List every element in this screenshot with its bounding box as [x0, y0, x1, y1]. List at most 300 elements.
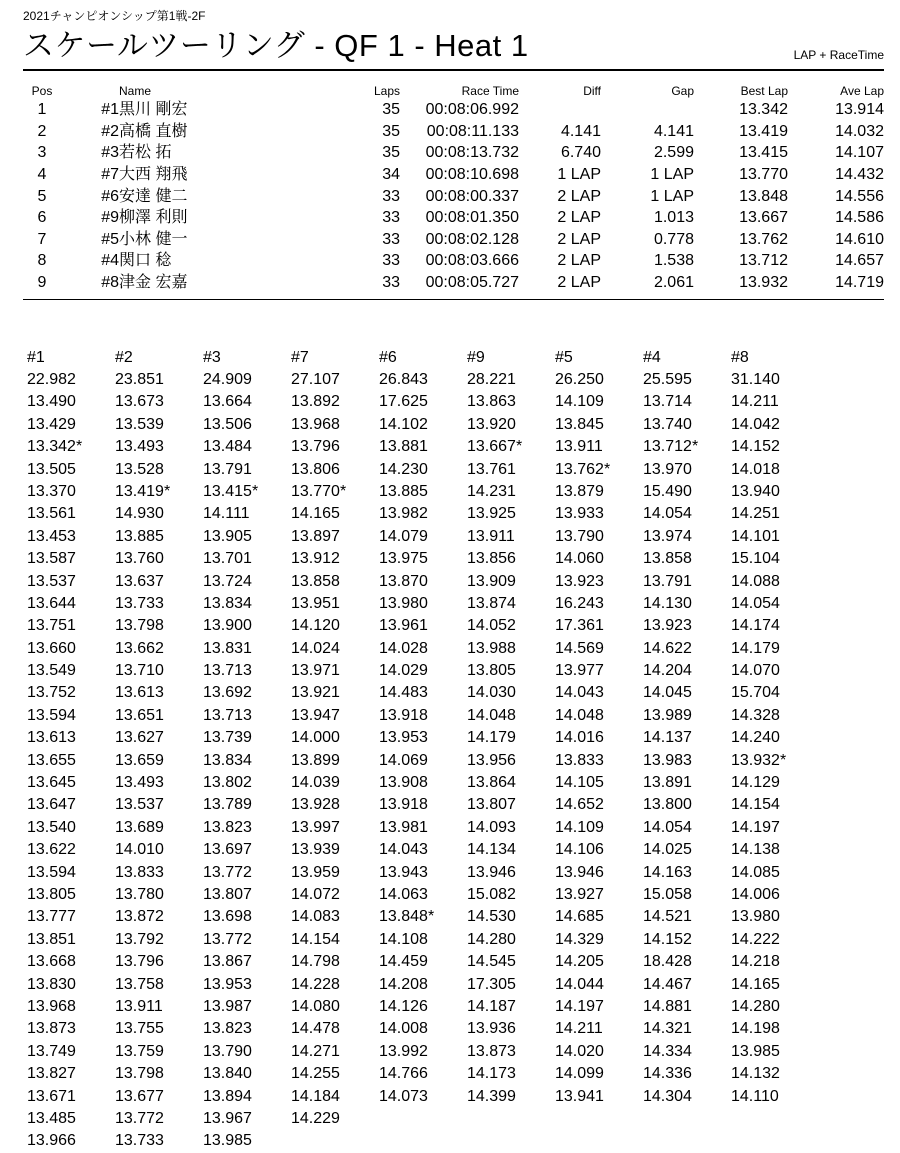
lap-time: 13.713 — [203, 706, 252, 724]
lap-column — [115, 347, 203, 1153]
results-row — [23, 121, 884, 143]
lap-time: 14.569 — [555, 639, 604, 657]
lap-time: 14.622 — [643, 639, 692, 657]
lap-time: 13.752 — [27, 684, 76, 702]
lap-time: 25.595 — [643, 371, 692, 388]
lap-time: 14.231 — [467, 482, 516, 500]
lap-time: 13.873 — [467, 1042, 516, 1060]
lap-time: 14.222 — [731, 930, 780, 948]
lap-time: 13.493 — [115, 774, 164, 792]
col-num — [61, 82, 119, 99]
lap-time: 13.613 — [115, 684, 164, 702]
lap-time: 13.805 — [27, 885, 76, 903]
lap-column-car: #2 — [115, 349, 133, 366]
cell-gap: 0.778 — [653, 230, 694, 248]
lap-time: 13.985 — [203, 1132, 252, 1150]
lap-column-car: #4 — [643, 349, 661, 366]
lap-time: 14.130 — [643, 594, 692, 612]
lap-time: 13.953 — [379, 729, 428, 747]
lap-time: 13.627 — [115, 729, 164, 747]
col-name: Name — [119, 83, 152, 98]
lap-time: 15.104 — [731, 550, 780, 568]
lap-time: 13.713 — [203, 662, 252, 680]
lap-time: 14.088 — [731, 572, 780, 590]
lap-time: 13.997 — [291, 818, 340, 836]
lap-time: 13.892 — [291, 393, 340, 411]
lap-time: 13.974 — [643, 527, 692, 545]
lap-time: 13.923 — [643, 617, 692, 635]
lap-time: 14.208 — [379, 975, 428, 993]
lap-time: 13.429 — [27, 415, 76, 433]
lap-time: 13.537 — [115, 796, 164, 814]
cell-ave: 14.556 — [835, 187, 884, 205]
cell-name: 大西 翔飛 — [119, 166, 188, 184]
lap-time: 13.827 — [27, 1065, 76, 1083]
lap-time: 14.459 — [379, 953, 428, 971]
lap-time: 13.740 — [643, 415, 692, 433]
lap-time: 13.845 — [555, 415, 604, 433]
lap-time: 13.881 — [379, 438, 428, 456]
lap-column-car: #7 — [291, 349, 309, 366]
lap-time: 15.082 — [467, 885, 516, 903]
lap-time: 14.179 — [731, 639, 780, 657]
lap-column — [203, 347, 291, 1153]
cell-best: 13.342 — [739, 101, 788, 119]
lap-time: 14.399 — [467, 1087, 516, 1105]
lap-time: 13.651 — [115, 706, 164, 724]
cell-num: #6 — [101, 187, 119, 205]
lap-time: 13.909 — [467, 572, 516, 590]
lap-time: 13.987 — [203, 997, 252, 1015]
lap-time: 13.505 — [27, 460, 76, 478]
lap-time: 13.453 — [27, 527, 76, 545]
cell-diff: 4.141 — [560, 122, 601, 140]
lap-time: 13.671 — [27, 1087, 76, 1105]
lap-time: 13.925 — [467, 505, 516, 523]
results-row — [23, 185, 884, 207]
lap-time: 14.530 — [467, 908, 516, 926]
lap-time: 13.805 — [467, 662, 516, 680]
lap-time: 13.823 — [203, 1020, 252, 1038]
lap-time: 13.943 — [379, 863, 428, 881]
cell-name: 柳澤 利則 — [119, 209, 188, 227]
lap-time: 13.733 — [115, 594, 164, 612]
cell-num: #9 — [101, 209, 119, 227]
lap-time: 13.668 — [27, 953, 76, 971]
lap-time: 13.830 — [27, 975, 76, 993]
lap-time: 13.911 — [555, 438, 603, 456]
cell-num: #7 — [101, 166, 119, 184]
cell-time: 00:08:05.727 — [425, 274, 519, 292]
lap-time: 13.587 — [27, 550, 76, 568]
lap-time: 13.342* — [27, 438, 83, 456]
lap-time: 14.467 — [643, 975, 692, 993]
lap-time: 14.204 — [643, 662, 692, 680]
lap-times-grid — [27, 347, 819, 1153]
lap-time: 13.791 — [643, 572, 692, 590]
col-diff: Diff — [583, 83, 601, 98]
lap-time: 13.537 — [27, 572, 76, 590]
lap-time: 14.048 — [467, 706, 516, 724]
lap-time: 18.428 — [643, 953, 692, 971]
lap-time: 14.016 — [555, 729, 604, 747]
cell-diff: 2 LAP — [557, 209, 601, 227]
lap-time: 13.905 — [203, 527, 252, 545]
lap-time: 13.647 — [27, 796, 76, 814]
lap-column-car: #1 — [27, 349, 45, 366]
cell-gap: 2.061 — [653, 274, 694, 292]
lap-time: 13.484 — [203, 438, 252, 456]
lap-time: 13.761 — [467, 460, 516, 478]
lap-time: 13.897 — [291, 527, 340, 545]
lap-time: 13.528 — [115, 460, 164, 478]
lap-time: 13.806 — [291, 460, 340, 478]
results-row — [23, 250, 884, 272]
cell-best: 13.712 — [739, 252, 788, 270]
lap-time: 14.120 — [291, 617, 340, 635]
lap-time: 13.885 — [379, 482, 428, 500]
lap-time: 13.710 — [115, 662, 164, 680]
lap-time: 14.205 — [555, 953, 604, 971]
lap-time: 14.093 — [467, 818, 516, 836]
lap-time: 31.140 — [731, 371, 780, 388]
lap-time: 13.946 — [555, 863, 604, 881]
cell-pos: 9 — [37, 274, 47, 292]
cell-time: 00:08:03.666 — [425, 252, 519, 270]
cell-num: #8 — [101, 274, 119, 292]
lap-time: 13.911 — [467, 527, 515, 545]
lap-time: 13.891 — [643, 774, 692, 792]
lap-time: 13.749 — [27, 1042, 76, 1060]
lap-column-car: #6 — [379, 349, 397, 366]
lap-time: 13.873 — [27, 1020, 76, 1038]
lap-time: 13.894 — [203, 1087, 252, 1105]
lap-time: 13.951 — [291, 594, 340, 612]
lap-time: 13.956 — [467, 751, 516, 769]
lap-time: 13.980 — [379, 594, 428, 612]
col-race-time: Race Time — [461, 83, 519, 98]
lap-time: 13.807 — [467, 796, 516, 814]
lap-time: 13.594 — [27, 706, 76, 724]
cell-best: 13.770 — [739, 166, 788, 184]
cell-time: 00:08:02.128 — [425, 230, 519, 248]
lap-time: 13.790 — [203, 1042, 252, 1060]
lap-time: 14.174 — [731, 617, 780, 635]
lap-time: 14.052 — [467, 617, 516, 635]
cell-laps: 35 — [382, 122, 400, 140]
lap-time: 14.063 — [379, 885, 428, 903]
cell-ave: 14.610 — [835, 230, 884, 248]
lap-time: 13.724 — [203, 572, 252, 590]
lap-time: 13.968 — [291, 415, 340, 433]
lap-time: 14.008 — [379, 1020, 428, 1038]
lap-time: 13.867 — [203, 953, 252, 971]
cell-time: 00:08:00.337 — [425, 187, 519, 205]
lap-time: 13.689 — [115, 818, 164, 836]
lap-time: 13.928 — [291, 796, 340, 814]
cell-ave: 13.914 — [835, 101, 884, 119]
lap-time: 13.798 — [115, 617, 164, 635]
lap-time: 14.545 — [467, 953, 516, 971]
lap-time: 13.772 — [115, 1109, 164, 1127]
cell-gap: 2.599 — [653, 144, 694, 162]
lap-time: 13.594 — [27, 863, 76, 881]
lap-time: 14.085 — [731, 863, 780, 881]
lap-time: 13.981 — [379, 818, 428, 836]
lap-time: 24.909 — [203, 371, 252, 388]
lap-time: 14.069 — [379, 751, 428, 769]
cell-pos: 5 — [37, 187, 47, 205]
lap-time: 13.613 — [27, 729, 76, 747]
cell-diff: 2 LAP — [557, 230, 601, 248]
lap-time: 13.645 — [27, 774, 76, 792]
lap-time: 14.211 — [731, 393, 779, 411]
cell-best: 13.932 — [739, 274, 788, 292]
lap-time: 13.831 — [203, 639, 252, 657]
lap-time: 14.652 — [555, 796, 604, 814]
lap-time: 14.930 — [115, 505, 164, 523]
lap-time: 13.823 — [203, 818, 252, 836]
cell-name: 小林 健一 — [119, 230, 188, 248]
cell-pos: 7 — [37, 230, 47, 248]
lap-time: 14.106 — [555, 841, 604, 859]
lap-column-car: #9 — [467, 349, 485, 366]
lap-time: 14.039 — [291, 774, 340, 792]
lap-time: 14.044 — [555, 975, 604, 993]
lap-time: 13.790 — [555, 527, 604, 545]
lap-time: 26.843 — [379, 371, 428, 388]
lap-time: 13.918 — [379, 706, 428, 724]
lap-time: 13.968 — [27, 997, 76, 1015]
lap-time: 13.655 — [27, 751, 76, 769]
col-laps: Laps — [373, 83, 400, 98]
lap-time: 13.947 — [291, 706, 340, 724]
lap-time: 13.946 — [467, 863, 516, 881]
lap-time: 14.024 — [291, 639, 340, 657]
lap-time: 14.329 — [555, 930, 604, 948]
cell-time: 00:08:11.133 — [426, 122, 519, 140]
cell-name: 高橋 直樹 — [119, 122, 188, 140]
lap-time: 13.539 — [115, 415, 164, 433]
lap-column-car: #8 — [731, 349, 749, 366]
cell-laps: 35 — [382, 144, 400, 162]
results-row — [23, 207, 884, 229]
lap-time: 14.211 — [555, 1020, 603, 1038]
lap-time: 14.126 — [379, 997, 428, 1015]
cell-diff: 2 LAP — [557, 274, 601, 292]
lap-time: 13.802 — [203, 774, 252, 792]
lap-time: 13.370 — [27, 482, 76, 500]
lap-time: 14.280 — [467, 930, 516, 948]
col-best-lap: Best Lap — [740, 83, 788, 98]
lap-time: 14.251 — [731, 505, 780, 523]
lap-time: 14.109 — [555, 393, 604, 411]
lap-time: 13.485 — [27, 1109, 76, 1127]
lap-time: 13.789 — [203, 796, 252, 814]
lap-time: 13.490 — [27, 393, 76, 411]
lap-column-car: #3 — [203, 349, 221, 366]
lap-time: 14.018 — [731, 460, 780, 478]
lap-column — [291, 347, 379, 1153]
lap-time: 13.733 — [115, 1132, 164, 1150]
lap-time: 13.660 — [27, 639, 76, 657]
lap-time: 17.305 — [467, 975, 516, 993]
lap-time: 17.361 — [555, 617, 604, 635]
cell-pos: 2 — [37, 122, 47, 140]
lap-time: 14.054 — [731, 594, 780, 612]
lap-time: 13.667* — [467, 438, 523, 456]
lap-time: 14.165 — [291, 505, 340, 523]
lap-column — [643, 347, 731, 1153]
lap-time: 13.953 — [203, 975, 252, 993]
cell-ave: 14.107 — [835, 144, 884, 162]
lap-time: 14.137 — [643, 729, 692, 747]
cell-num: #4 — [101, 252, 119, 270]
lap-time: 14.054 — [643, 505, 692, 523]
lap-time: 13.921 — [291, 684, 340, 702]
lap-time: 14.255 — [291, 1065, 340, 1083]
cell-laps: 34 — [382, 166, 400, 184]
lap-time: 13.899 — [291, 751, 340, 769]
lap-time: 13.992 — [379, 1042, 428, 1060]
cell-diff: 2 LAP — [557, 187, 601, 205]
cell-best: 13.762 — [739, 230, 788, 248]
lap-time: 13.885 — [115, 527, 164, 545]
lap-time: 16.243 — [555, 594, 604, 612]
lap-time: 13.971 — [291, 662, 340, 680]
lap-time: 13.911 — [115, 997, 163, 1015]
lap-time: 14.154 — [731, 796, 780, 814]
lap-column — [731, 347, 819, 1153]
lap-time: 14.163 — [643, 863, 692, 881]
lap-time: 13.941 — [555, 1087, 604, 1105]
lap-time: 13.493 — [115, 438, 164, 456]
lap-time: 13.760 — [115, 550, 164, 568]
lap-time: 14.187 — [467, 997, 516, 1015]
cell-gap: 1.013 — [653, 209, 694, 227]
event-subtitle: 2021チャンピオンシップ第1戦-2F — [23, 9, 206, 23]
lap-time: 13.900 — [203, 617, 252, 635]
cell-time: 00:08:13.732 — [425, 144, 519, 162]
lap-time: 13.673 — [115, 393, 164, 411]
lap-time: 13.858 — [291, 572, 340, 590]
lap-time: 13.856 — [467, 550, 516, 568]
lap-time: 14.280 — [731, 997, 780, 1015]
lap-time: 13.751 — [27, 617, 76, 635]
lap-time: 14.478 — [291, 1020, 340, 1038]
cell-laps: 33 — [382, 187, 400, 205]
lap-time: 14.109 — [555, 818, 604, 836]
lap-time: 14.111 — [203, 505, 250, 523]
lap-time: 13.833 — [555, 751, 604, 769]
cell-pos: 3 — [37, 144, 47, 162]
lap-time: 13.932* — [731, 751, 787, 769]
lap-time: 13.622 — [27, 841, 76, 859]
timing-mode: LAP + RaceTime — [793, 48, 884, 62]
lap-time: 14.129 — [731, 774, 780, 792]
cell-ave: 14.719 — [835, 274, 884, 292]
lap-time: 13.777 — [27, 908, 76, 926]
results-row — [23, 229, 884, 251]
lap-time: 14.152 — [731, 438, 780, 456]
lap-time: 14.173 — [467, 1065, 516, 1083]
cell-name: 関口 稔 — [119, 252, 172, 270]
lap-time: 13.988 — [467, 639, 516, 657]
lap-time: 14.179 — [467, 729, 516, 747]
lap-time: 14.108 — [379, 930, 428, 948]
lap-time: 14.334 — [643, 1042, 692, 1060]
cell-laps: 33 — [382, 274, 400, 292]
cell-pos: 1 — [37, 101, 47, 119]
lap-time: 13.975 — [379, 550, 428, 568]
lap-time: 13.540 — [27, 818, 76, 836]
lap-time: 14.336 — [643, 1065, 692, 1083]
cell-ave: 14.032 — [835, 122, 884, 140]
lap-time: 14.048 — [555, 706, 604, 724]
cell-num: #2 — [101, 122, 119, 140]
cell-name: 安達 健二 — [119, 187, 188, 205]
lap-time: 26.250 — [555, 371, 604, 388]
lap-time: 13.772 — [203, 930, 252, 948]
col-pos: Pos — [31, 83, 53, 98]
lap-time: 14.328 — [731, 706, 780, 724]
lap-time: 14.073 — [379, 1087, 428, 1105]
results-header-row — [23, 82, 884, 99]
lap-time: 14.043 — [555, 684, 604, 702]
lap-time: 14.197 — [555, 997, 604, 1015]
cell-laps: 33 — [382, 209, 400, 227]
lap-time: 13.864 — [467, 774, 516, 792]
cell-gap: 1.538 — [653, 252, 694, 270]
lap-time: 13.989 — [643, 706, 692, 724]
cell-name: 津金 宏嘉 — [119, 274, 188, 292]
lap-time: 14.043 — [379, 841, 428, 859]
lap-column — [379, 347, 467, 1153]
lap-time: 13.698 — [203, 908, 252, 926]
lap-time: 14.083 — [291, 908, 340, 926]
lap-time: 13.792 — [115, 930, 164, 948]
lap-time: 14.521 — [643, 908, 692, 926]
lap-time: 13.874 — [467, 594, 516, 612]
lap-time: 22.982 — [27, 371, 76, 388]
lap-time: 13.920 — [467, 415, 516, 433]
lap-time: 13.807 — [203, 885, 252, 903]
lap-time: 13.796 — [115, 953, 164, 971]
lap-time: 13.977 — [555, 662, 604, 680]
lap-time: 13.983 — [643, 751, 692, 769]
cell-time: 00:08:01.350 — [425, 209, 519, 227]
cell-num: #3 — [101, 144, 119, 162]
lap-time: 14.154 — [291, 930, 340, 948]
lap-time: 13.762* — [555, 460, 611, 478]
results-rule — [23, 299, 884, 300]
lap-time: 14.099 — [555, 1065, 604, 1083]
cell-gap: 4.141 — [653, 122, 694, 140]
lap-time: 13.936 — [467, 1020, 516, 1038]
cell-gap — [601, 99, 694, 121]
lap-time: 13.918 — [379, 796, 428, 814]
lap-time: 14.029 — [379, 662, 428, 680]
lap-time: 13.840 — [203, 1065, 252, 1083]
cell-gap: 1 LAP — [650, 166, 694, 184]
cell-best: 13.419 — [739, 122, 788, 140]
lap-time: 14.102 — [379, 415, 428, 433]
lap-time: 15.704 — [731, 684, 780, 702]
lap-time: 14.110 — [731, 1087, 779, 1105]
lap-time: 13.959 — [291, 863, 340, 881]
lap-time: 13.659 — [115, 751, 164, 769]
lap-time: 13.800 — [643, 796, 692, 814]
